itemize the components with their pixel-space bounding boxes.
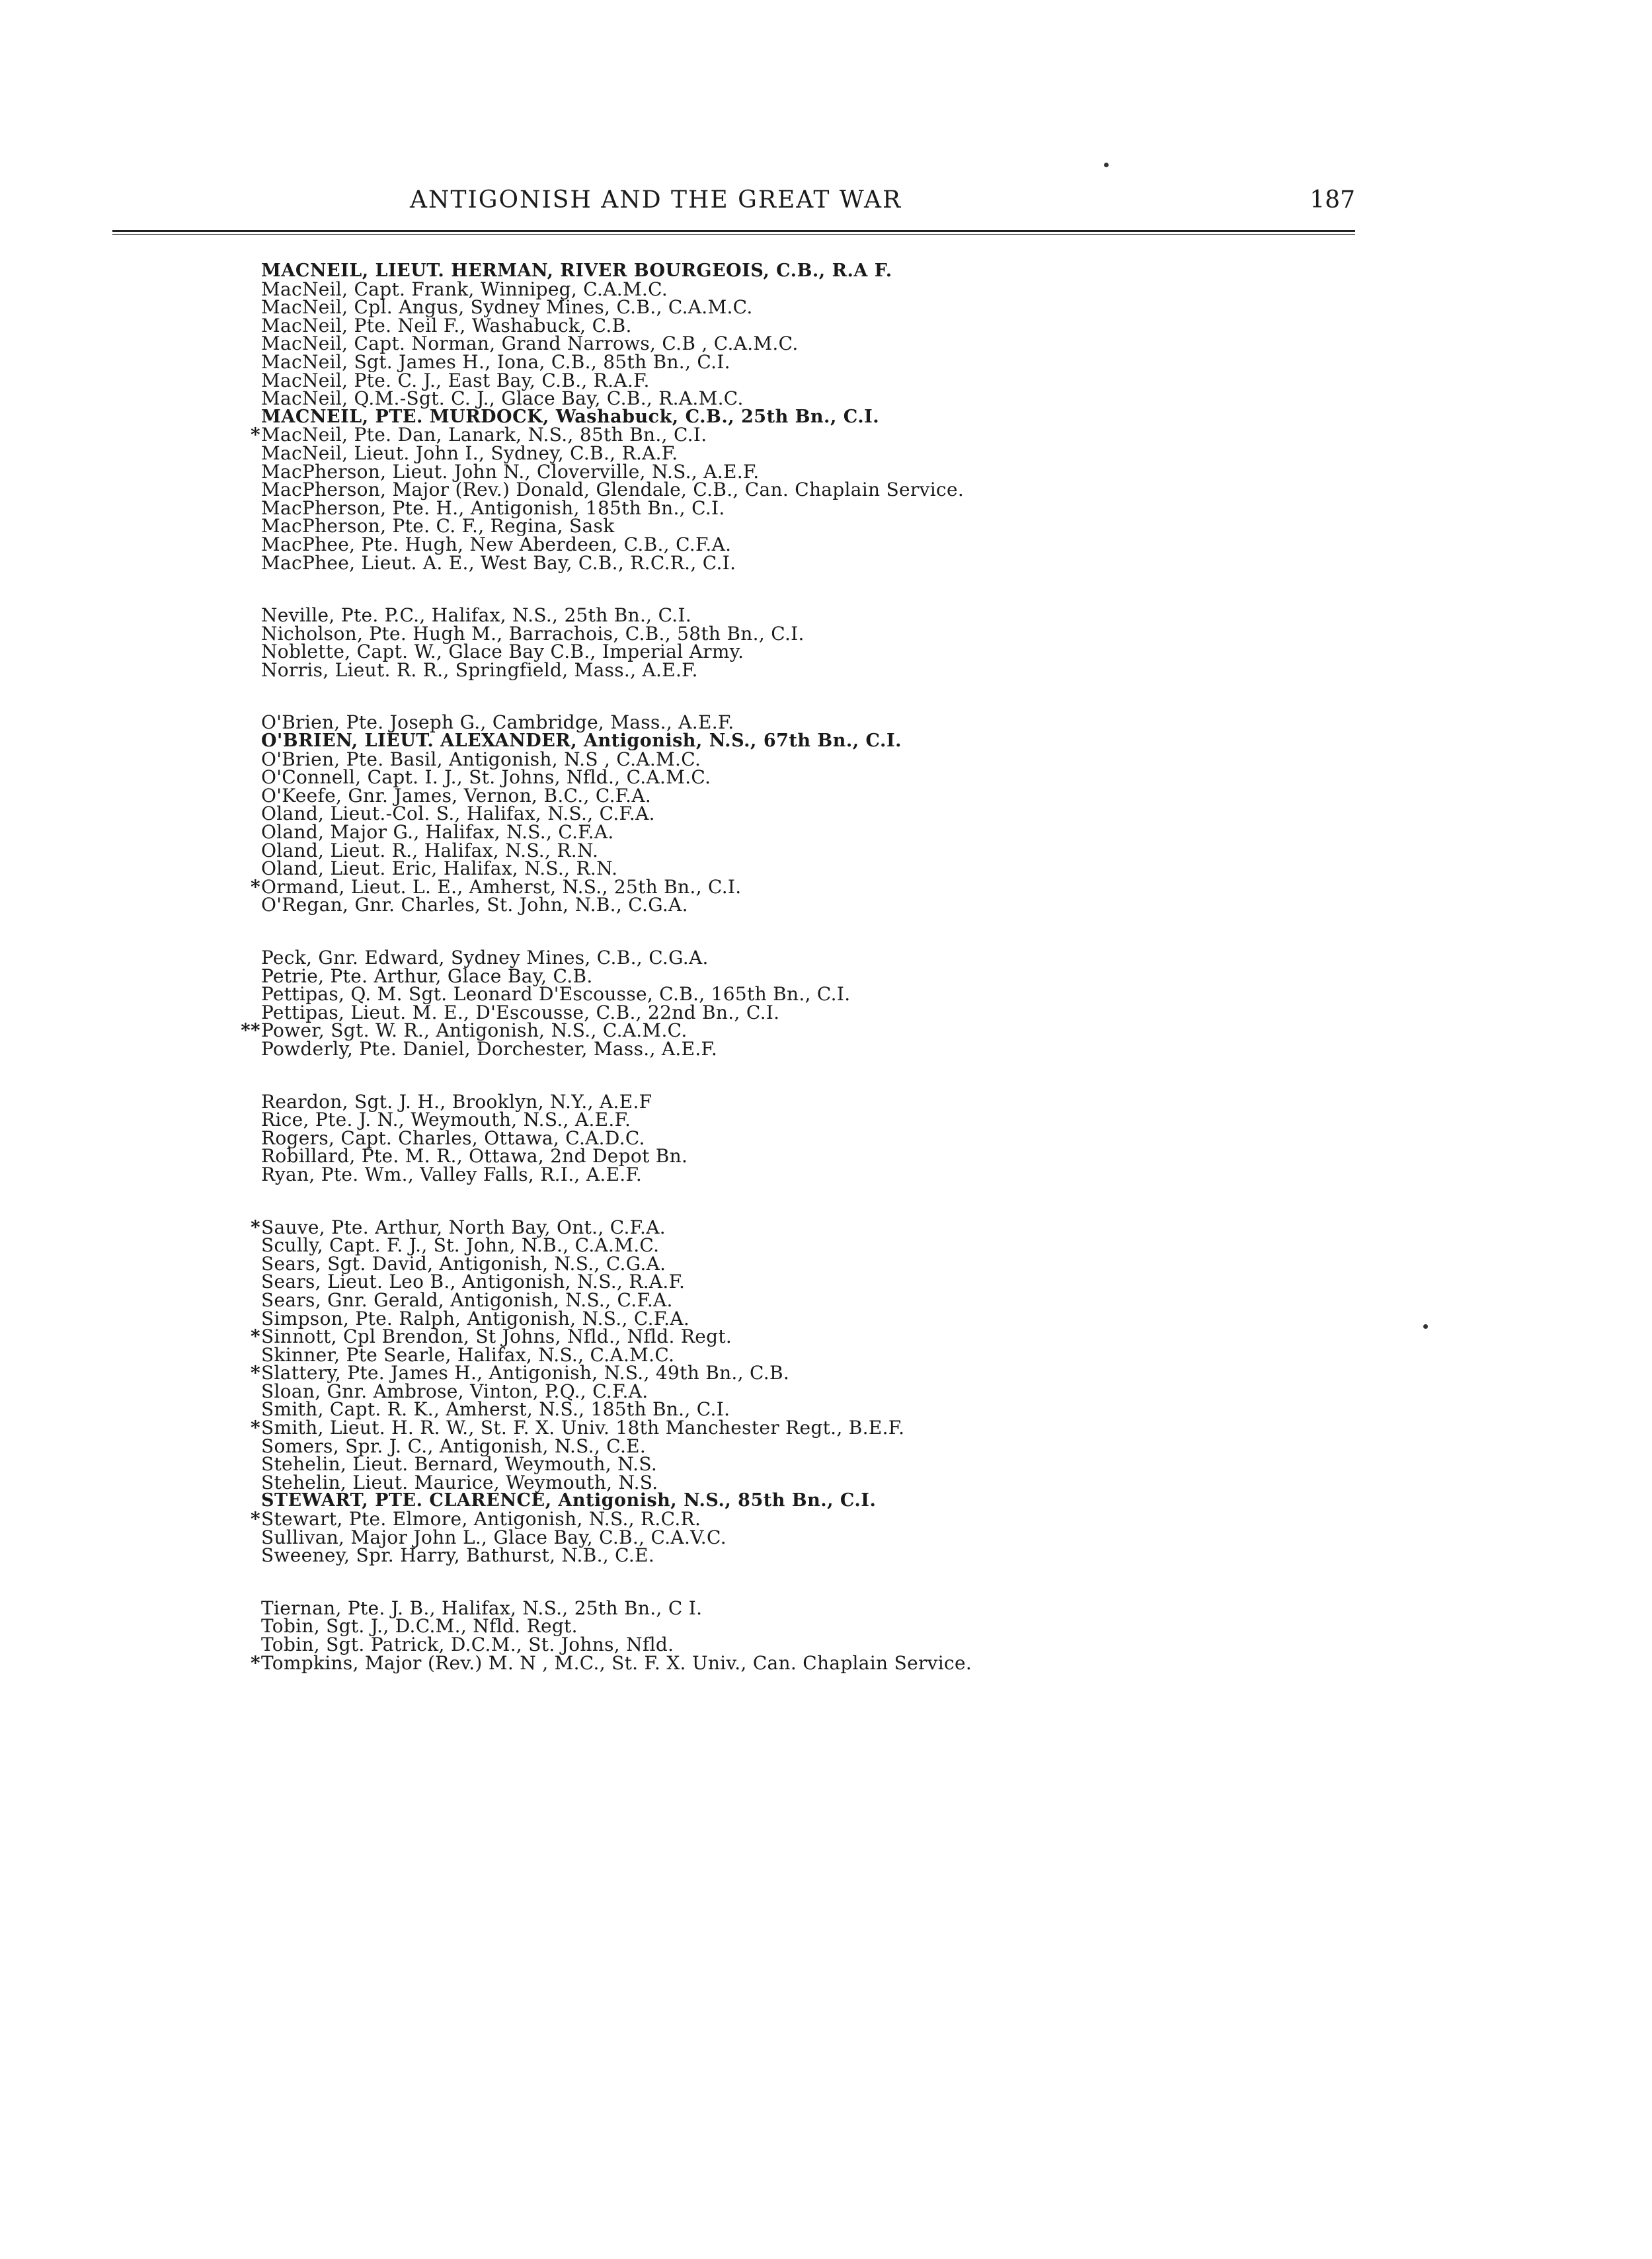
roll-entry [261,1343,1398,1366]
entry-text: Norris, Lieut. R. R., Springfield, Mass., A.E.F. [261,658,698,681]
entry-text: MACNEIL, PTE. MURDOCK, Washabuck, C.B., 25th Bn., C.I. [261,406,880,427]
asterisk-mark: * [251,424,260,446]
roll-entry [261,967,1398,986]
roll-entry [261,713,1398,732]
entry-text: MacNeil, Capt. Frank, Winnipeg, C.A.M.C. [261,278,668,300]
roll-entry [261,1163,1398,1185]
roll-entry [261,1455,1398,1474]
entry-text: Oland, Major G., Halifax, N.S., C.F.A. [261,821,614,844]
roll-entry-deceased [261,1491,1398,1510]
entry-text: MACNEIL, LIEUT. HERMAN, RIVER BOURGEOIS, C.B., R.A F. [261,260,892,281]
entry-text: Rice, Pte. J. N., Weymouth, N.S., A.E.F. [261,1109,631,1131]
roll-entry [261,622,1398,645]
roll-entry [261,949,1398,967]
entry-text: Sears, Lieut. Leo B., Antigonish, N.S., R.A.F. [261,1271,686,1293]
roll-entry [261,896,1398,914]
asterisk-mark: ** [241,1019,260,1042]
entry-text: MacNeil, Pte. C. J., East Bay, C.B., R.A.F. [261,369,650,391]
roll-entry [251,1417,1398,1439]
roll-entry [241,1019,1398,1042]
entry-text: Pettipas, Q. M. Sgt. Leonard D'Escousse, C.B., 165th Bn., C.I. [261,983,851,1006]
letter-group [261,1090,1398,1185]
roll-entry [251,875,1398,898]
roll-entry [261,369,1398,391]
roll-entry [261,1090,1398,1113]
entry-text: MacNeil, Cpl. Angus, Sydney Mines, C.B., C.A.M.C. [261,296,753,319]
roll-entry [261,298,1398,317]
roll-entry [261,1252,1398,1275]
roll-entry [261,444,1398,463]
entry-text: Stewart, Pte. Elmore, Antigonish, N.S., R.C.R. [261,1508,701,1530]
roll-entry [251,1362,1398,1384]
entry-text: MacNeil, Pte. Neil F., Washabuck, C.B. [261,314,632,337]
roll-entry [261,1599,1398,1618]
letter-group [251,1597,1398,1674]
entry-text: Smith, Lieut. H. R. W., St. F. X. Univ. 18th Manchester Regt., B.E.F. [261,1417,905,1439]
entry-text: MacNeil, Sgt. James H., Iona, C.B., 85th Bn., C.I. [261,350,730,373]
asterisk-mark: * [251,1216,260,1238]
roll-entry [261,1236,1398,1255]
entry-text: Smith, Capt. R. K., Amherst, N.S., 185th Bn., C.I. [261,1398,730,1421]
page-title: ANTIGONISH AND THE GREAT WAR [410,186,902,214]
roll-entry [261,350,1398,373]
entry-text: MacPherson, Pte. H., Antigonish, 185th Bn., C.I. [261,496,725,519]
entry-text: O'Brien, Pte. Basil, Antigonish, N.S , C.A.M.C. [261,748,701,770]
roll-entry [261,1111,1398,1129]
letter-group [261,606,1398,679]
entry-text: MacNeil, Capt. Norman, Grand Narrows, C.B , C.A.M.C. [261,333,799,355]
asterisk-mark: * [251,1508,260,1530]
entry-text: Oland, Lieut.-Col. S., Halifax, N.S., C.F.A. [261,803,655,825]
entry-text: Simpson, Pte. Ralph, Antigonish, N.S., C.F.A. [261,1307,690,1329]
entry-text: Sweeney, Spr. Harry, Bathurst, N.B., C.E. [261,1544,655,1567]
entry-text: Somers, Spr. J. C., Antigonish, N.S., C.E. [261,1435,647,1457]
entry-text: Power, Sgt. W. R., Antigonish, N.S., C.A.M.C. [261,1019,688,1042]
entry-text: Stehelin, Lieut. Maurice, Weymouth, N.S. [261,1471,658,1493]
entry-text: Sauve, Pte. Arthur, North Bay, Ont., C.F.A. [261,1216,666,1238]
roll-entry [261,859,1398,878]
roll-entry [261,823,1398,842]
entry-text: Sinnott, Cpl Brendon, St Johns, Nfld., Nfld. Regt. [261,1326,732,1348]
roll-entry [261,1471,1398,1493]
entry-text: Nicholson, Pte. Hugh M., Barrachois, C.B., 58th Bn., C.I. [261,622,805,645]
roll-entry [261,1382,1398,1401]
roll-entry [261,606,1398,625]
letter-group [241,947,1398,1060]
entry-text: O'BRIEN, LIEUT. ALEXANDER, Antigonish, N.S., 67th Bn., C.I. [261,731,902,752]
roll-entry [251,1508,1398,1530]
entry-text: Oland, Lieut. Eric, Halifax, N.S., R.N. [261,857,618,880]
entry-text: Powderly, Pte. Daniel, Dorchester, Mass., A.E.F. [261,1037,718,1060]
entry-text: MacPhee, Lieut. A. E., West Bay, C.B., R.C.R., C.I. [261,551,736,574]
roll-entry [261,535,1398,554]
roll-entry [261,460,1398,483]
roll-entry [261,1617,1398,1636]
roll-entry [261,985,1398,1004]
entry-text: Stehelin, Lieut. Bernard, Weymouth, N.S. [261,1453,658,1476]
roll-entry [261,551,1398,574]
entry-text: Noblette, Capt. W., Glace Bay C.B., Imperial Army. [261,641,744,663]
asterisk-mark: * [251,1326,260,1348]
entry-text: MacPhee, Pte. Hugh, New Aberdeen, C.B., C.F.A. [261,533,732,555]
roll-entry [261,643,1398,661]
roll-entry [261,1307,1398,1329]
entry-text: MacNeil, Q.M.-Sgt. C. J., Glace Bay, C.B., R.A.M.C. [261,387,744,410]
roll-entry [261,335,1398,353]
entry-text: Oland, Lieut. R., Halifax, N.S., R.N. [261,839,599,861]
entry-text: Sears, Sgt. David, Antigonish, N.S., C.G.A. [261,1252,666,1275]
entry-text: Scully, Capt. F. J., St. John, N.B., C.A.M.C. [261,1234,660,1257]
entry-text: Petrie, Pte. Arthur, Glace Bay, C.B. [261,965,593,987]
entry-text: Tobin, Sgt. J., D.C.M., Nfld. Regt. [261,1615,578,1638]
page-number: 187 [1310,186,1355,214]
print-speck [1104,163,1109,167]
roll-entry [261,481,1398,499]
entry-text: Sears, Gnr. Gerald, Antigonish, N.S., C.F.A. [261,1288,673,1311]
entry-text: Peck, Gnr. Edward, Sydney Mines, C.B., C.G.A. [261,947,709,969]
roll-entry [261,1273,1398,1291]
entry-text: MacPherson, Pte. C. F., Regina, Sask [261,515,615,537]
roll-entry [261,1129,1398,1148]
asterisk-mark: * [251,1362,260,1384]
roll-entry [251,1651,1398,1674]
roll-entry [261,389,1398,408]
entry-text: O'Connell, Capt. I. J., St. Johns, Nfld., C.A.M.C. [261,766,711,789]
roll-entry-deceased [261,262,1398,280]
roll-entry [261,280,1398,299]
roll-entry [261,805,1398,823]
roll-entry-deceased [261,408,1398,426]
roll-entry [261,496,1398,519]
entry-text: MacNeil, Pte. Dan, Lanark, N.S., 85th Bn., C.I. [261,424,707,446]
asterisk-mark: * [251,1651,260,1674]
entry-text: MacNeil, Lieut. John I., Sydney, C.B., R.A.F. [261,442,678,464]
entry-text: MacPherson, Lieut. John N., Cloverville, N.S., A.E.F. [261,460,760,483]
entry-text: Sullivan, Major John L., Glace Bay, C.B., C.A.V.C. [261,1526,727,1548]
roll-entry [251,424,1398,446]
entry-text: MacPherson, Major (Rev.) Donald, Glendale, C.B., Can. Chaplain Service. [261,479,964,501]
roll-entry [261,314,1398,337]
asterisk-mark: * [251,875,260,898]
roll-list [241,260,1398,1706]
roll-entry [261,750,1398,769]
entry-text: Sloan, Gnr. Ambrose, Vinton, P.Q., C.F.A. [261,1380,649,1402]
entry-text: Tiernan, Pte. J. B., Halifax, N.S., 25th Bn., C I. [261,1597,703,1619]
entry-text: O'Brien, Pte. Joseph G., Cambridge, Mass., A.E.F. [261,711,734,734]
entry-text: Rogers, Capt. Charles, Ottawa, C.A.D.C. [261,1127,645,1149]
letter-group [251,711,1398,916]
running-header [112,186,1355,226]
letter-group [251,260,1398,574]
roll-entry [251,1326,1398,1348]
roll-entry [261,1437,1398,1456]
roll-entry [261,1147,1398,1166]
entry-text: Tompkins, Major (Rev.) M. N , M.C., St. F. X. Univ., Can. Chaplain Service. [261,1651,972,1674]
entry-text: Robillard, Pte. M. R., Ottawa, 2nd Depot Bn. [261,1145,688,1168]
roll-entry [261,784,1398,807]
roll-entry [261,1546,1398,1565]
roll-entry [261,517,1398,535]
roll-entry [261,658,1398,681]
entry-text: Tobin, Sgt. Patrick, D.C.M., St. Johns, Nfld. [261,1634,674,1655]
entry-text: Reardon, Sgt. J. H., Brooklyn, N.Y., A.E.F [261,1090,652,1113]
entry-text: Slattery, Pte. James H., Antigonish, N.S., 49th Bn., C.B. [261,1362,790,1384]
roll-entry-deceased [261,732,1398,750]
entry-text: Ormand, Lieut. L. E., Amherst, N.S., 25th Bn., C.I. [261,875,742,898]
print-speck [1423,1324,1428,1329]
header-rule [112,230,1355,232]
roll-entry [261,1636,1398,1654]
entry-text: O'Regan, Gnr. Charles, St. John, N.B., C.G.A. [261,894,688,916]
entry-text: Neville, Pte. P.C., Halifax, N.S., 25th Bn., C.I. [261,604,692,627]
roll-entry [261,1528,1398,1547]
asterisk-mark: * [251,1417,260,1439]
roll-entry [261,1001,1398,1023]
roll-entry [261,1288,1398,1311]
entry-text: Skinner, Pte Searle, Halifax, N.S., C.A.M.C. [261,1343,675,1366]
entry-text: Ryan, Pte. Wm., Valley Falls, R.I., A.E.F. [261,1163,643,1185]
roll-entry [251,1216,1398,1238]
entry-text: O'Keefe, Gnr. James, Vernon, B.C., C.F.A. [261,784,652,807]
entry-text: STEWART, PTE. CLARENCE, Antigonish, N.S., 85th Bn., C.I. [261,1490,877,1511]
roll-entry [261,768,1398,787]
roll-entry [261,839,1398,861]
roll-entry [261,1037,1398,1060]
entry-text: Pettipas, Lieut. M. E., D'Escousse, C.B., 22nd Bn., C.I. [261,1001,780,1023]
roll-entry [261,1400,1398,1419]
header-rule-thin [112,234,1355,235]
letter-group [251,1216,1398,1567]
